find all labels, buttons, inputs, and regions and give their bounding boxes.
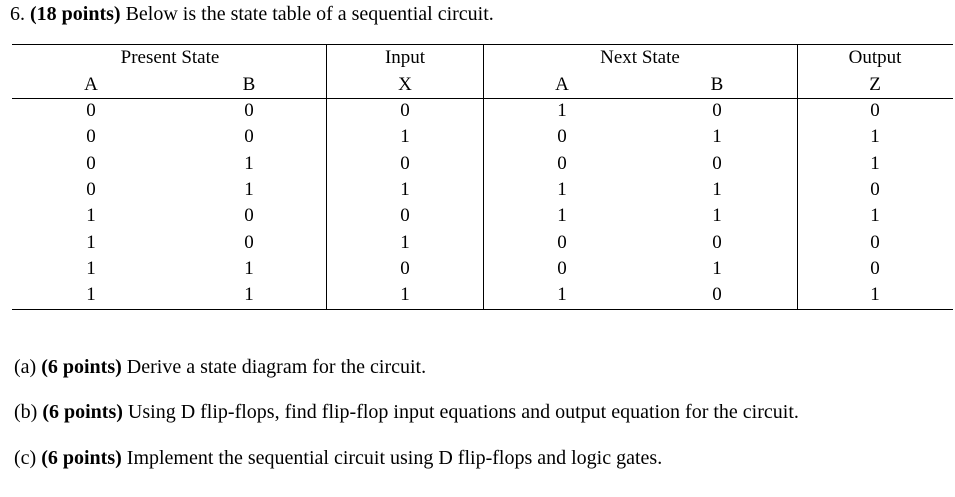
cell-present-a: 0 (86, 126, 96, 148)
cell-present-a: 1 (86, 284, 96, 306)
header-next-state: Next State (600, 47, 680, 68)
question-title (10, 3, 494, 26)
cell-input-x: 0 (400, 205, 410, 227)
cell-present-b: 0 (244, 126, 254, 148)
cell-next-a: 1 (557, 178, 567, 200)
cell-next-a: 1 (557, 205, 567, 227)
header-present-state: Present State (120, 47, 220, 68)
table-divider (797, 45, 798, 310)
cell-next-b: 1 (712, 257, 722, 279)
table-divider (483, 45, 484, 310)
cell-next-a: 0 (557, 126, 567, 148)
cell-present-a: 1 (86, 231, 96, 253)
question-part (14, 401, 799, 424)
cell-input-x: 1 (400, 231, 410, 253)
cell-present-b: 0 (244, 231, 254, 253)
cell-next-b: 0 (712, 152, 722, 174)
header-output: Output (848, 47, 902, 68)
cell-present-b: 1 (244, 284, 254, 306)
cell-next-a: 0 (557, 231, 567, 253)
part-text: Using D flip-flops, find flip-flop input equations and output equation for the circuit. (127, 401, 799, 423)
cell-next-b: 1 (712, 205, 722, 227)
cell-next-b: 0 (712, 284, 722, 306)
cell-present-a: 0 (86, 100, 96, 121)
cell-next-a: 1 (557, 100, 567, 121)
cell-output-z: 0 (870, 100, 880, 121)
column-header-next-b: B (710, 74, 724, 95)
cell-present-b: 0 (244, 205, 254, 227)
question-part (14, 356, 426, 379)
cell-input-x: 1 (400, 178, 410, 200)
part-label: (a) (14, 356, 37, 378)
part-text: Implement the sequential circuit using D flip-flops and logic gates. (126, 447, 663, 469)
cell-input-x: 1 (400, 284, 410, 306)
part-text: Derive a state diagram for the circuit. (126, 356, 427, 378)
cell-input-x: 0 (400, 257, 410, 279)
question-number: 6. (10, 3, 25, 25)
cell-present-a: 1 (86, 257, 96, 279)
part-points: (6 points) (41, 447, 122, 469)
cell-present-b: 1 (244, 152, 254, 174)
column-header-present-a: A (84, 74, 98, 95)
cell-present-b: 0 (244, 100, 254, 121)
cell-next-b: 1 (712, 178, 722, 200)
question-part (14, 447, 662, 470)
question-text: Below is the state table of a sequential circuit. (125, 3, 494, 25)
cell-output-z: 1 (870, 205, 880, 227)
part-label: (b) (14, 401, 38, 423)
table-divider (326, 45, 327, 310)
column-header-output-z: Z (869, 74, 881, 95)
cell-present-a: 1 (86, 205, 96, 227)
cell-next-a: 0 (557, 257, 567, 279)
cell-present-b: 1 (244, 178, 254, 200)
cell-output-z: 1 (870, 284, 880, 306)
cell-next-b: 0 (712, 100, 722, 121)
cell-output-z: 1 (870, 152, 880, 174)
header-input: Input (384, 47, 426, 68)
cell-output-z: 0 (870, 178, 880, 200)
cell-next-a: 1 (557, 284, 567, 306)
column-header-input-x: X (398, 74, 412, 95)
column-header-next-a: A (555, 74, 569, 95)
cell-input-x: 0 (400, 152, 410, 174)
cell-present-b: 1 (244, 257, 254, 279)
column-header-present-b: B (242, 74, 256, 95)
part-label: (c) (14, 447, 37, 469)
part-points: (6 points) (41, 356, 122, 378)
cell-input-x: 1 (400, 126, 410, 148)
cell-present-a: 0 (86, 152, 96, 174)
question-points: (18 points) (30, 3, 121, 25)
cell-output-z: 1 (870, 126, 880, 148)
part-points: (6 points) (42, 401, 123, 423)
cell-output-z: 0 (870, 257, 880, 279)
cell-next-a: 0 (557, 152, 567, 174)
cell-next-b: 0 (712, 231, 722, 253)
cell-output-z: 0 (870, 231, 880, 253)
cell-next-b: 1 (712, 126, 722, 148)
cell-input-x: 0 (400, 100, 410, 121)
cell-present-a: 0 (86, 178, 96, 200)
